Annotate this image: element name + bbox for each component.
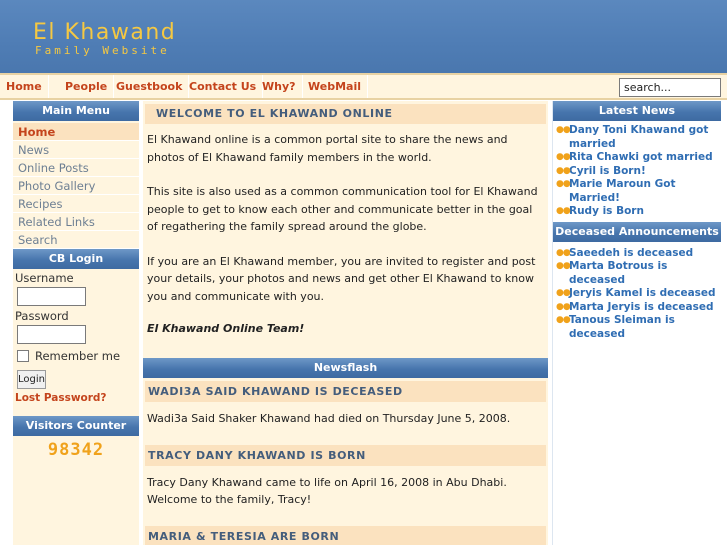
latest-news-item[interactable]: ●● Rita Chawki got married	[556, 151, 713, 163]
password-field[interactable]	[17, 325, 86, 344]
deceased-announcements-heading: Deceased Announcements	[553, 222, 721, 242]
newsflash-body-2: Tracy Dany Khawand came to life on April 16, 2008 in Abu Dhabi. Welcome to the family, Tracy!	[147, 475, 507, 506]
bullet-icon: ●●	[556, 125, 570, 135]
nav-contact-us[interactable]: Contact Us	[183, 75, 263, 98]
newsflash-body-1: Wadi3a Said Shaker Khawand had died on Thursday June 5, 2008.	[147, 412, 511, 425]
deceased-item[interactable]: ●● Marta Botrous is deceased	[556, 260, 668, 286]
remember-me-row[interactable]	[17, 346, 139, 366]
bullet-icon: ●●	[556, 165, 570, 176]
menu-item-related-links[interactable]: Related Links	[13, 213, 139, 231]
intro-paragraph-3: If you are an El Khawand member, you are invited to register and post your details, your photos and news and get other El Khawand to know you and communicate with you.	[147, 254, 536, 303]
main-content	[143, 101, 548, 545]
bullet-icon: ●●	[556, 206, 570, 216]
nav-webmail[interactable]: WebMail	[302, 75, 368, 98]
deceased-item[interactable]: ●● Marta Jeryis is deceased	[556, 300, 714, 313]
nav-why[interactable]: Why?	[256, 75, 303, 98]
left-sidebar	[13, 101, 139, 545]
right-sidebar	[552, 101, 721, 545]
welcome-heading: WELCOME TO EL KHAWAND ONLINE	[145, 104, 546, 124]
intro-paragraph-2: This site is also used as a common communication tool for El Khawand people to get to know each other and communicate better in the goal of regathering the family spread around the globe.	[147, 185, 538, 233]
bullet-icon: ●●	[556, 152, 570, 162]
menu-item-news[interactable]: News	[13, 141, 139, 159]
site-logo-subtitle: Family Website	[35, 44, 170, 57]
login-button[interactable]: Login	[17, 370, 46, 389]
bullet-icon: ●●	[556, 179, 570, 189]
menu-item-home[interactable]: Home	[13, 123, 139, 141]
site-header	[0, 0, 727, 73]
remember-me-label: Remember me	[35, 349, 121, 363]
intro-paragraph-1: El Khawand online is a common portal site to share the news and photos of El Khawand family members in the world.	[147, 133, 508, 164]
visitors-counter-value: 98342	[47, 440, 105, 460]
bullet-icon: ●●	[556, 301, 570, 312]
newsflash-heading: Newsflash	[143, 358, 548, 378]
latest-news-item[interactable]: ●● Rudy is Born	[556, 205, 644, 217]
nav-guestbook[interactable]: Guestbook	[110, 75, 189, 98]
remember-me-checkbox[interactable]	[17, 350, 29, 362]
latest-news-item[interactable]: ●● Cyril is Born!	[556, 164, 646, 177]
newsflash-title-2: TRACY DANY KHAWAND IS BORN	[145, 445, 546, 466]
nav-people[interactable]: People	[59, 75, 114, 98]
lost-password-link[interactable]: Lost Password?	[15, 392, 107, 404]
site-logo-title[interactable]: El Khawand	[33, 20, 177, 45]
visitors-counter-heading: Visitors Counter	[13, 416, 139, 436]
bullet-icon: ●●	[556, 315, 570, 325]
newsflash-title-3: MARIA & TERESIA ARE BORN	[145, 526, 546, 545]
bullet-icon: ●●	[556, 261, 570, 271]
newsflash-title-1: WADI3A SAID KHAWAND IS DECEASED	[145, 381, 546, 402]
main-menu-heading: Main Menu	[13, 101, 139, 121]
latest-news-item[interactable]: ●● Marie Maroun Got Married!	[556, 178, 676, 204]
bullet-icon: ●●	[556, 247, 570, 258]
nav-home[interactable]: Home	[0, 75, 49, 98]
latest-news-item[interactable]: ●● Dany Toni Khawand got married	[556, 124, 709, 150]
menu-item-recipes[interactable]: Recipes	[13, 195, 139, 213]
password-label: Password	[15, 309, 69, 323]
username-field[interactable]	[17, 287, 86, 306]
top-nav	[0, 73, 727, 100]
menu-item-search[interactable]: Search	[13, 231, 139, 249]
latest-news-heading: Latest News	[553, 101, 721, 121]
username-label: Username	[15, 271, 74, 285]
team-signature: El Khawand Online Team!	[147, 322, 305, 335]
deceased-item[interactable]: ●● Saeedeh is deceased	[556, 246, 694, 259]
deceased-item[interactable]: ●● Jeryis Kamel is deceased	[556, 287, 716, 299]
deceased-item[interactable]: ●● Tanous Sleiman is deceased	[556, 314, 675, 340]
menu-item-online-posts[interactable]: Online Posts	[13, 159, 139, 177]
bullet-icon: ●●	[556, 288, 570, 298]
search-input[interactable]	[619, 78, 721, 97]
cb-login-heading: CB Login	[13, 249, 139, 269]
menu-item-photo-gallery[interactable]: Photo Gallery	[13, 177, 139, 195]
